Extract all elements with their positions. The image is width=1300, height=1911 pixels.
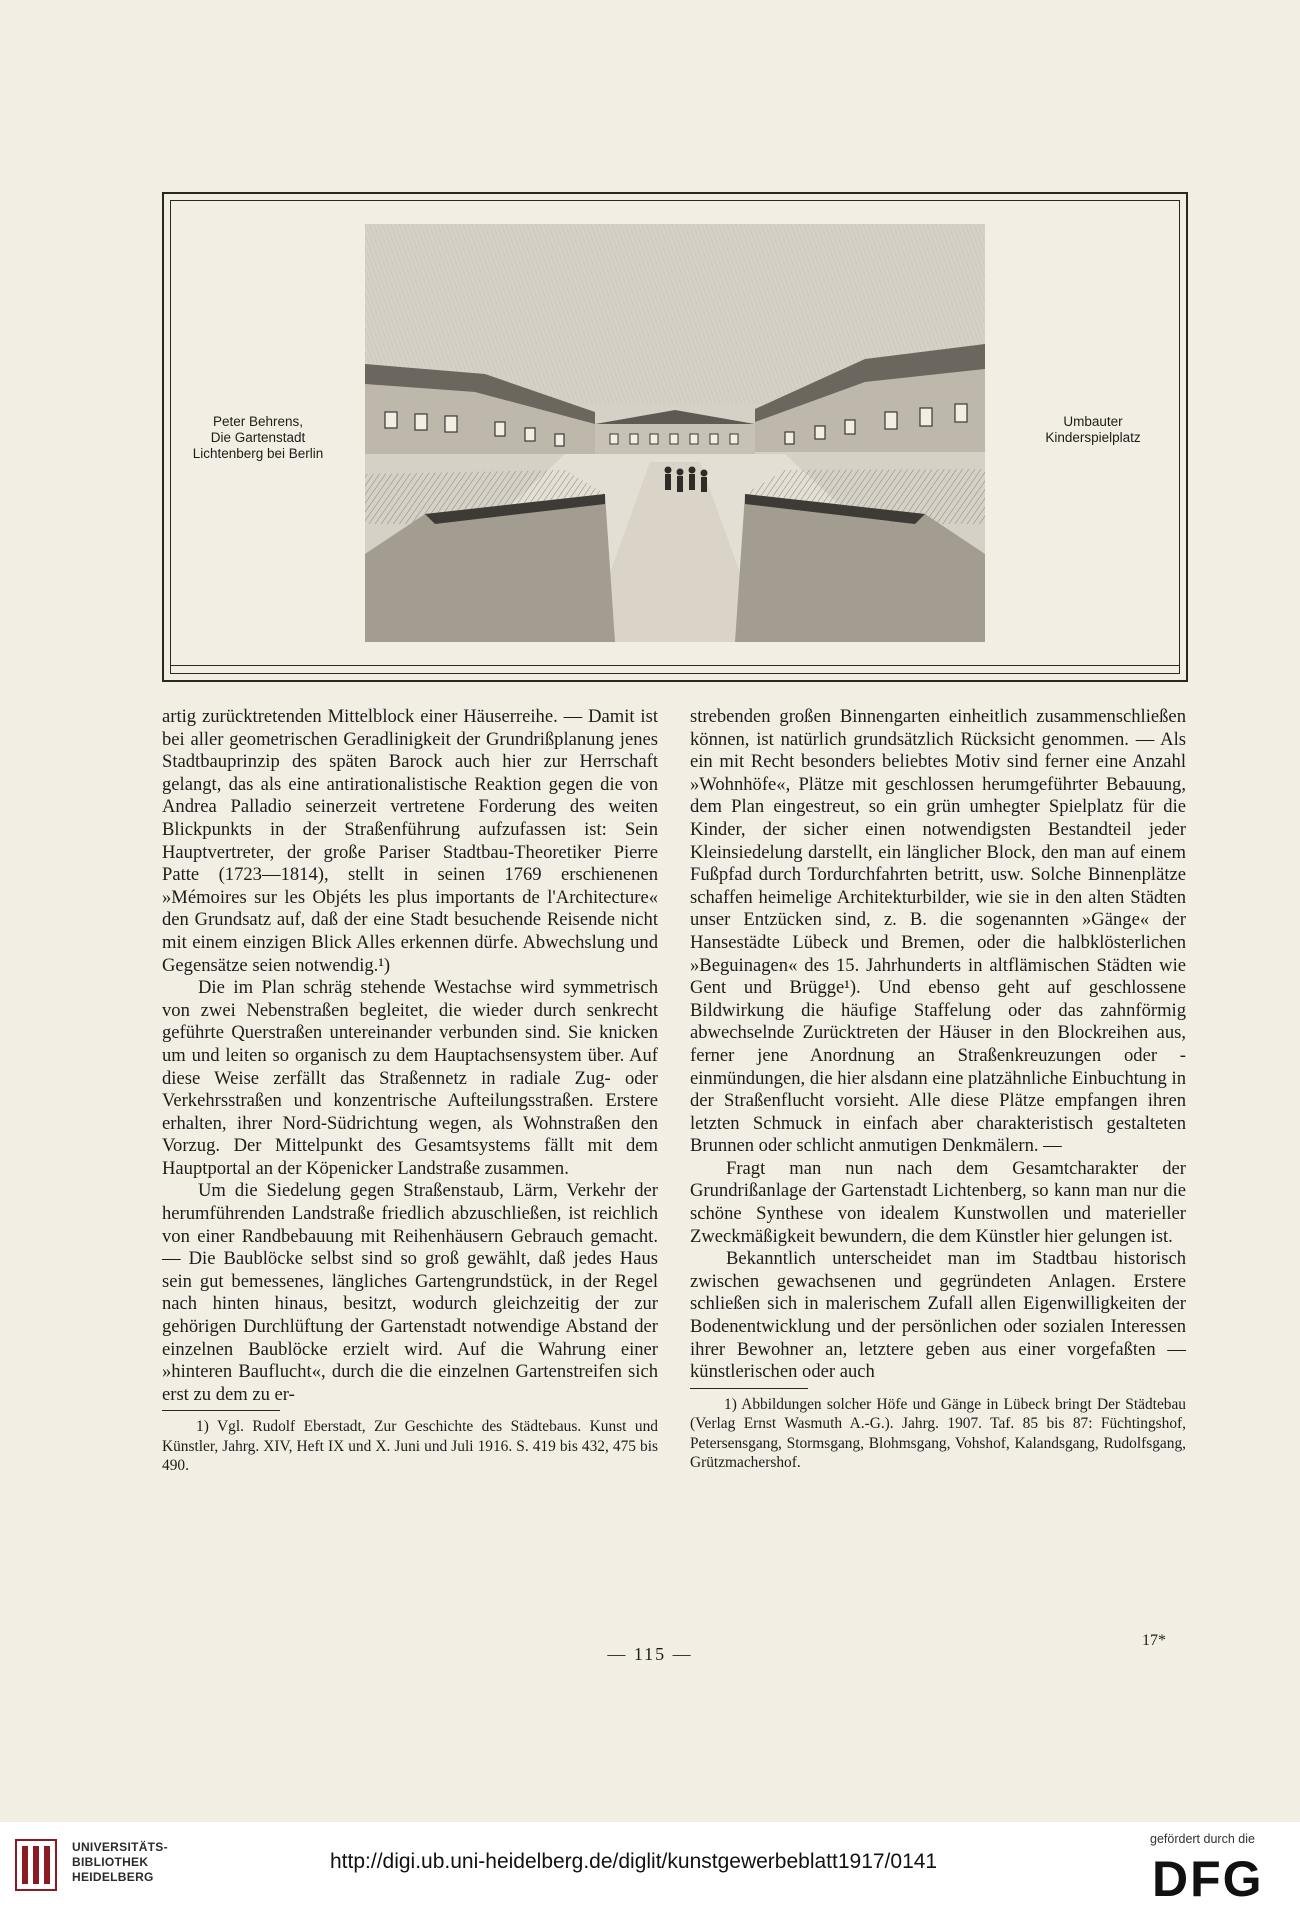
- library-name-line: BIBLIOTHEK: [72, 1855, 149, 1869]
- garden-city-illustration: [365, 224, 985, 642]
- caption-right-line: Umbauter: [1063, 414, 1123, 429]
- page-number: — 115 —: [607, 1644, 693, 1664]
- caption-left-line: Die Gartenstadt: [210, 430, 306, 445]
- body-paragraph: Die im Plan schräg stehende Westachse wird symmetrisch von zwei Nebenstraßen begleitet, die wieder durch senkrecht geführte Querstraßen untereinander verbunden sind. Sie knicken um und leiten so organisch zu dem Hauptachsensystem über. Auf diese Weise zerfällt das Straßennetz in radiale Zug- oder Verkehrsstraßen und konzentrische Aufteilungsstraßen. Erstere erhalten, ihrer Nord-Südrichtung wegen, als Wohnstraßen den Vorzug. Der Mittelpunkt des Gesamtsystems fällt mit dem Hauptportal an der Köpenicker Landstraße zusammen.: [162, 977, 658, 1179]
- figure-caption-right: [1006, 414, 1180, 446]
- caption-right-line: Kinderspielplatz: [1045, 430, 1141, 445]
- library-name: [72, 1840, 168, 1885]
- figure-caption-left: [172, 414, 344, 462]
- figure-bottom-rule: [170, 665, 1180, 666]
- library-name-line: HEIDELBERG: [72, 1870, 154, 1884]
- footer-bar: [0, 1822, 1300, 1911]
- footnote-rule: [162, 1410, 280, 1411]
- footnote-rule: [690, 1388, 808, 1389]
- caption-left-line: Lichtenberg bei Berlin: [192, 446, 324, 461]
- body-paragraph: Bekanntlich unterscheidet man im Stadtbau historisch zwischen gewachsenen und gegründeten Anlagen. Erstere schließen sich in malerischem Zufall allen Eigenwilligkeiten der Bodenentwicklung und der persönlichen oder sozialen Interessen ihrer Bewohner an, letztere geben aus einer vorgefaßten — künstlerischen oder auch: [690, 1248, 1186, 1383]
- footnote: 1) Abbildungen solcher Höfe und Gänge in Lübeck bringt Der Städtebau (Verlag Ernst Wasmuth A.-G.). Jahrg. 1907. Taf. 85 bis 87: Füchtingshof, Petersensgang, Stormsgang, Blohmsgang, Vohshof, Kalandsgang, Rudolfsgang, Grützmachershof.: [690, 1395, 1186, 1472]
- left-text-column: [162, 706, 658, 1476]
- footnote: 1) Vgl. Rudolf Eberstadt, Zur Geschichte des Städtebaus. Kunst und Künstler, Jahrg. XIV, Heft IX und X. Juni und Juli 1916. S. 419 bis 432, 475 bis 490.: [162, 1418, 658, 1475]
- body-paragraph: strebenden großen Binnengarten einheitlich zusammenschließen können, ist natürlich grundsätzlich Rücksicht genommen. — Als ein mit Recht besonders beliebtes Motiv sind ferner eine Anzahl »Wohnhöfe«, Plätze mit geschlossen herumgeführter Bebauung, dem Plan eingestreut, so ein grün umhegter Spielplatz für die Kinder, der sicher einen notwendigsten Bestandteil jeder Kleinsiedelung darstellt, ein länglicher Block, den man auf einem Fußpfad durch Tordurchfahrten betritt, usw. Solche Binnenplätze schaffen heimelige Architekturbilder, wie sie in den alten Städten unser Entzücken sind, z. B. die sogenannten »Gänge« der Hansestädte Lübeck und Bremen, oder die halbklösterlichen »Beguinagen« des 15. Jahrhunderts in altflämischen Städten wie Gent und Brügge¹). Und ebenso geht auf geschlossene Bildwirkung die häufige Staffelung oder das zahnförmig abwechselnde Zurücktreten der Häuser in den Blockreihen aus, ferner jene Anordnung an Straßenkreuzungen oder -einmündungen, die hier alsdann eine platzähnliche Einbuchtung in der Straßenflucht vorsieht. Alle diese Plätze empfangen ihren letzten Schmuck in einfach aber charakteristisch gestalteten Brunnen oder schlicht anmutigen Denkmälern. —: [690, 706, 1186, 1157]
- caption-left-line: Peter Behrens,: [212, 414, 304, 429]
- body-paragraph: Um die Siedelung gegen Straßenstaub, Lärm, Verkehr der herumführenden Landstraße friedlich abzuschließen, ist reichlich von einer Randbebauung mit Reihenhäusern Gebrauch gemacht. — Die Baublöcke selbst sind so groß gewählt, daß jedes Haus sein gut bemessenes, längliches Gartengrundstück, in der Regel nach hinten hinaus, besitzt, wodurch gleichzeitig der zur gehörigen Durchlüftung der Gartenstadt notwendige Abstand der einzelnen Baublöcke erzielt wird. Auf die Wahrung einer »hinteren Bauflucht«, durch die die einzelnen Gartenstreifen sich erst zu dem zu er-: [162, 1180, 658, 1405]
- library-name-line: UNIVERSITÄTS-: [72, 1840, 168, 1854]
- source-url-link[interactable]: http://digi.ub.uni-heidelberg.de/diglit/kunstgewerbeblatt1917/0141: [330, 1850, 938, 1873]
- body-paragraph: Fragt man nun nach dem Gesamtcharakter der Grundrißanlage der Gartenstadt Lichtenberg, so kann man nur die schöne Synthese von idealem Kunstwollen und materieller Zweckmäßigkeit bewundern, die dem Künstler hier gelungen ist.: [690, 1157, 1186, 1247]
- right-text-column: [690, 706, 1186, 1473]
- signature-mark: 17*: [1142, 1632, 1166, 1649]
- university-library-logo-icon[interactable]: [14, 1836, 58, 1894]
- dfg-logo[interactable]: DFG: [1152, 1851, 1264, 1907]
- sponsor-label: gefördert durch die: [1150, 1832, 1255, 1846]
- body-paragraph: artig zurücktretenden Mittelblock einer Häuserreihe. — Damit ist bei aller geometrischen Geradlinigkeit der Grundrißplanung jenes Stadtbauprinzip des späten Barock auch hier zur Herrschaft gelangt, das als eine antirationalistische Reaktion gegen die von Andrea Palladio seinerzeit vertretene Forderung des weiten Blickpunkts in der Straßenführung aufzufassen ist: Sein Hauptvertreter, der große Pariser Stadtbau-Theoretiker Pierre Patte (1723—1814), stellt in seinen 1769 erschienenen »Mémoires sur les Objéts les plus importants de l'Architecture« den Grundsatz auf, daß der eine Stadt besuchende Reisende nicht mit einem einzigen Blick Alles erkennen dürfe. Abwechslung und Gegensätze seien notwendig.¹): [162, 706, 658, 976]
